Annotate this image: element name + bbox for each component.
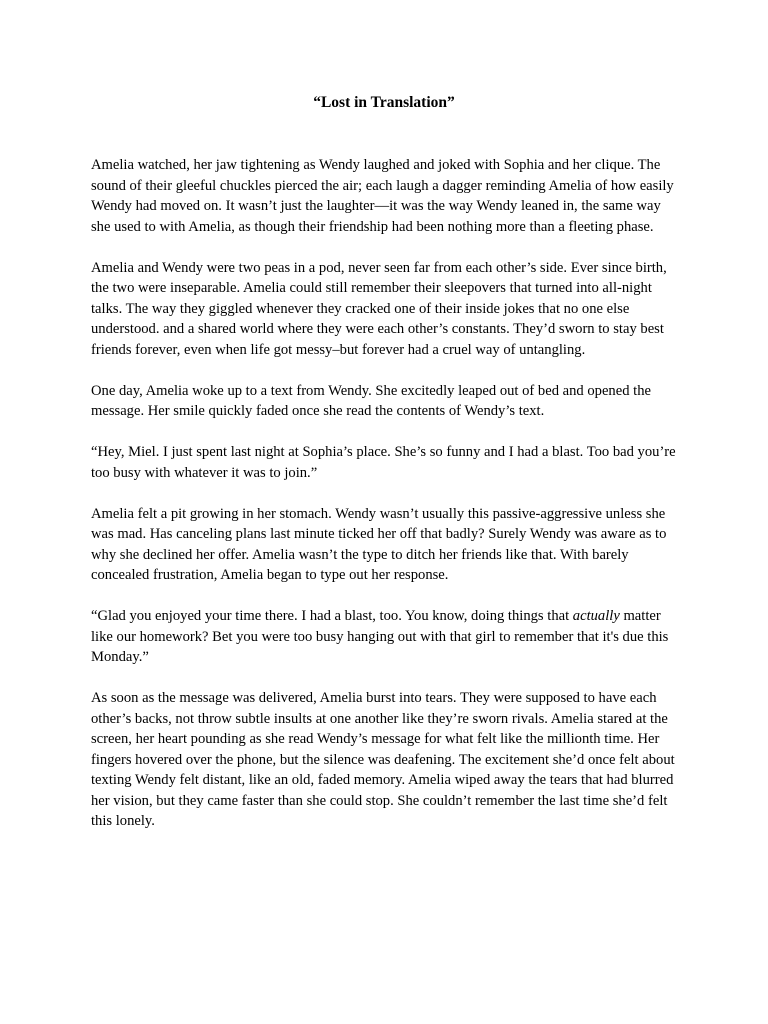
story-title: “Lost in Translation” — [313, 94, 455, 111]
story-body — [91, 155, 681, 832]
paragraph-2: Amelia and Wendy were two peas in a pod, never seen far from each other’s side. Ever since birth, the two were inseparable. Amelia could still remember their sleepovers that turned into all-night talks. The way they giggled whenever they cracked one of their inside jokes that no one else understood. and a shared world where they were each other’s constants. They’d sworn to stay best friends forever, even when life got messy–but forever had a cruel way of untangling. — [91, 259, 667, 358]
paragraph-7: As soon as the message was delivered, Amelia burst into tears. They were supposed to have each other’s backs, not throw subtle insults at one another like they’re sworn rivals. Amelia stared at the screen, her heart pounding as she read Wendy’s message for what felt like the millionth time. Her fingers hovered over the phone, but the silence was deafening. The excitement she’d once felt about texting Wendy felt distant, like an old, faded memory. Amelia wiped away the tears that had blurred her vision, but they came faster than she could stop. She couldn’t remember the last time she’d felt this lonely. — [91, 690, 675, 829]
paragraph-6-reply — [91, 606, 681, 668]
reply-emphasis: actually — [572, 608, 620, 624]
paragraph-5: Amelia felt a pit growing in her stomach. Wendy wasn’t usually this passive-aggressive unless she was mad. Has canceling plans last minute ticked her off that badly? Surely Wendy was aware as to why she declined her offer. Amelia wasn’t the type to ditch her friends like that. With barely concealed frustration, Amelia began to type out her response. — [91, 505, 667, 583]
paragraph-4: “Hey, Miel. I just spent last night at Sophia’s place. She’s so funny and I had a blast. Too bad you’re too busy with whatever it was to join.” — [91, 444, 676, 481]
paragraph-1: Amelia watched, her jaw tightening as Wendy laughed and joked with Sophia and her clique. The sound of their gleeful chuckles pierced the air; each laugh a dagger reminding Amelia of how easily Wendy had moved on. It wasn’t just the laughter—it was the way Wendy leaned in, the same way she used to with Amelia, as though their friendship had been nothing more than a fleeting phase. — [91, 157, 674, 235]
paragraph-3: One day, Amelia woke up to a text from Wendy. She excitedly leaped out of bed and opened the message. Her smile quickly faded once she read the contents of Wendy’s text. — [91, 382, 651, 419]
reply-text-before: “Glad you enjoyed your time there. I had a blast, too. You know, doing things that — [91, 608, 573, 624]
reply-text-after: matter like our homework? Bet you were too busy hanging out with that girl to remember that it's due this Monday.” — [91, 608, 669, 665]
